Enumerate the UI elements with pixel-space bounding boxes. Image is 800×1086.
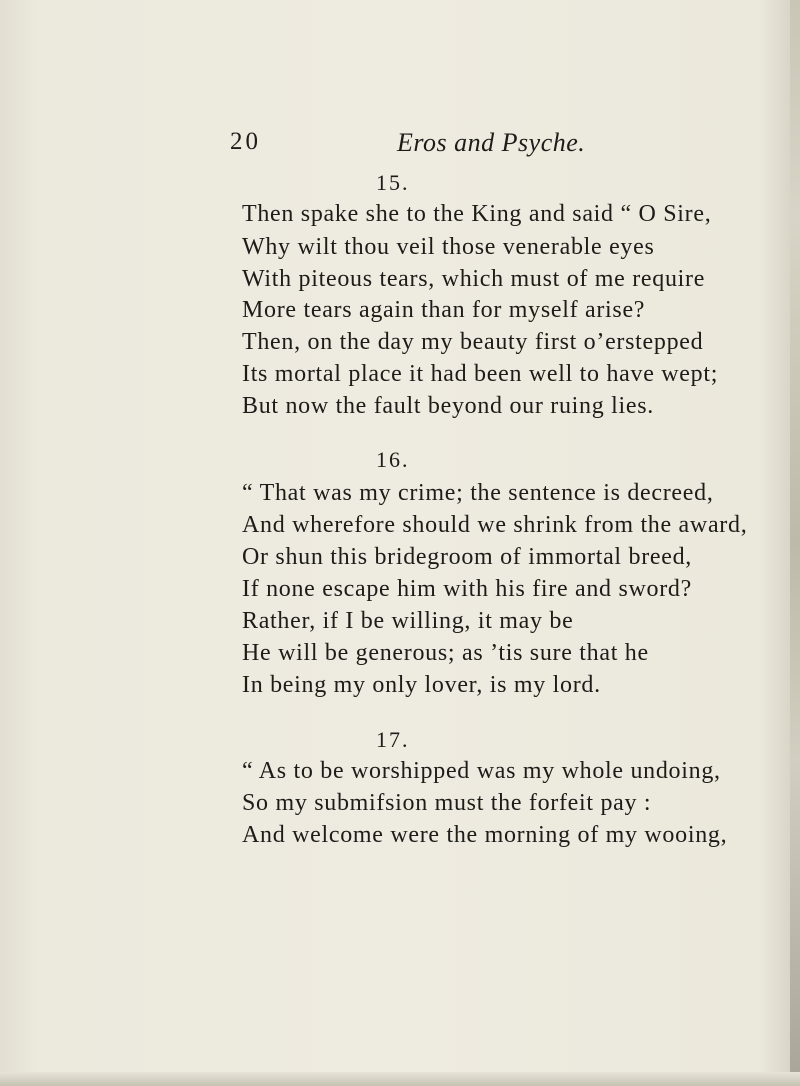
stanza-number: 17. [376, 727, 410, 752]
verse-line: And wherefore should we shrink from the award, [242, 512, 748, 538]
verse-line: So my submifsion must the forfeit pay : [242, 790, 652, 816]
stanza-number: 16. [376, 447, 410, 472]
verse-line: Why wilt thou veil those venerable eyes [242, 234, 655, 260]
verse-line: Then spake she to the King and said “ O Sire, [242, 201, 712, 227]
page-header [0, 128, 800, 168]
verse-line: And welcome were the morning of my wooing, [242, 822, 728, 848]
verse-line: He will be generous; as ’tis sure that he [242, 640, 649, 666]
verse-line: But now the fault beyond our ruing lies. [242, 393, 654, 419]
stanza-number: 15. [376, 170, 410, 195]
verse-line: In being my only lover, is my lord. [242, 672, 601, 698]
running-title: Eros and Psyche. [397, 128, 586, 157]
verse-line: Rather, if I be willing, it may be [242, 608, 574, 634]
page-number: 20 [230, 128, 261, 155]
verse-line: “ That was my crime; the sentence is decreed, [242, 480, 714, 506]
verse-line: Then, on the day my beauty first o’erstepped [242, 329, 704, 355]
verse-line: If none escape him with his fire and sword? [242, 576, 692, 602]
verse-line: More tears again than for myself arise? [242, 297, 646, 323]
verse-line: Its mortal place it had been well to have wept; [242, 361, 719, 387]
verse-line: “ As to be worshipped was my whole undoing, [242, 758, 721, 784]
verse-line: Or shun this bridegroom of immortal breed, [242, 544, 692, 570]
verse-line: With piteous tears, which must of me require [242, 266, 706, 292]
page-edge-bottom [0, 1072, 800, 1086]
